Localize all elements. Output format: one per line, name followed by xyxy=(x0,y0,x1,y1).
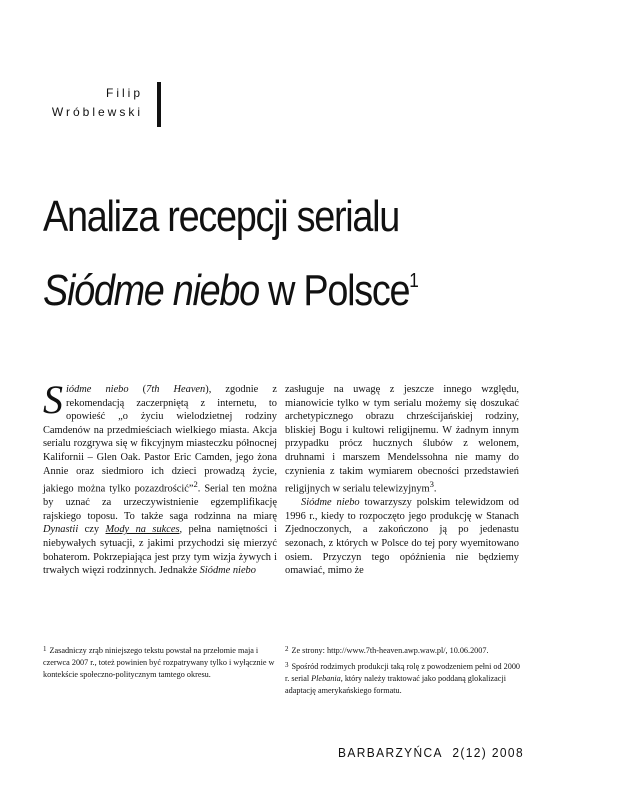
text-run: . Serial ten można by uznać za urzeczywistnienie egzemplifikację rajskiego toposu. To także saga rodzinna na miarę xyxy=(43,483,277,522)
text-run: iódme niebo xyxy=(66,384,129,395)
title-line-2-rest: w Polsce xyxy=(258,266,410,315)
paragraph xyxy=(285,383,519,496)
footnotes-left xyxy=(43,643,279,683)
title-line-1: Analiza recepcji serialu xyxy=(43,192,400,241)
journal-name: BARBARZYŃCA xyxy=(338,745,443,760)
footnote-text: Spośród rodzimych produkcji taką rolę z powodzeniem pełni od 2000 r. serial xyxy=(285,662,521,683)
footnote-text: Ze strony: http://www.7th-heaven.awp.waw.pl/, 10.06.2007. xyxy=(291,646,489,655)
footnotes-right xyxy=(285,643,521,699)
body-column-left xyxy=(43,377,278,578)
text-run: zasługuje na uwagę z jeszcze innego względu, mianowicie tylko w tym serialu możemy się doszukać archetypicznego obrazu chrześcijańskiej rodziny, bliskiej Bogu i kultowi religijnemu. W żadnym innym przypadku prócz hucznych ślubów z welonem, druhnami i marszem Mendelssohna nie mamy do czynienia z takim wymiarem obecności przedstawień religijnych w serialu telewizyjnym xyxy=(285,384,519,495)
title-series-name: Siódme niebo xyxy=(43,266,259,315)
footnote-ref: 3 xyxy=(429,479,434,490)
body-column-right xyxy=(285,383,519,578)
paragraph xyxy=(43,377,278,578)
text-run: ( xyxy=(128,384,147,395)
footnote-1 xyxy=(43,643,279,681)
footnote-text: Plebania xyxy=(311,674,341,683)
text-run: , pełna namiętności i niebywałych sytuacji, z jakimi przychodzi się mierzyć bohaterom. Pokrzepiająca jest przy tym wizja żywych i trwałych więzi rodzinnych. Jednakże xyxy=(43,524,277,577)
journal-issue: 2(12) 2008 xyxy=(452,745,524,760)
paragraph xyxy=(285,496,519,578)
text-run: towarzyszy polskim telewidzom od 1996 r., kiedy to rozpoczęto jego produkcję w Stanach Zjednoczonych, a zakończono ją po jedenastu sezonach, z których w Polsce do tej pory wyemitowano osiem. Przyczyn tego opóźnienia nie będziemy omawiać, mimo że xyxy=(285,497,519,577)
drop-cap: S xyxy=(43,377,63,422)
text-run: ), zgodnie z rekomendacją zaczerpniętą z internetu, to opowieść „o życiu wielodzietnej rodziny Camdenów na przedmieściach wielkiego miasta. Akcja serialu rozgrywa się w fikcyjnym miasteczku północnej Kalifornii – Glen Oak. Pastor Eric Camden, jego żona Annie oraz siedmioro ich dzieci prowadzą życie, jakiego można tylko pozazdrościć” xyxy=(43,384,278,495)
footnote-number: 3 xyxy=(285,661,289,669)
title-footnote-mark: 1 xyxy=(409,270,418,292)
text-run: 7th Heaven xyxy=(146,384,206,395)
text-run: czy xyxy=(78,524,106,536)
journal-footer xyxy=(338,745,524,760)
footnote-number: 1 xyxy=(43,645,47,653)
footnote-text: Zasadniczy zrąb niniejszego tekstu powstał na przełomie maja i czerwca 2007 r., toteż powinien być rozpatrywany tylko i wyłącznie w kontekście społeczno-politycznym tamtego okresu. xyxy=(43,646,275,679)
footnote-number: 2 xyxy=(285,645,289,653)
text-run: Siódme niebo xyxy=(301,497,360,509)
footnote-ref: 2 xyxy=(193,479,198,490)
author-first-name: Filip xyxy=(105,86,143,100)
footnote-3 xyxy=(285,659,521,697)
article-title xyxy=(43,185,418,323)
author-divider xyxy=(157,82,161,127)
text-run: Siódme niebo xyxy=(199,565,256,577)
author-name xyxy=(52,84,143,122)
text-run: Dynastii xyxy=(43,524,79,536)
author-last-name: Wróblewski xyxy=(51,105,143,119)
text-run: . xyxy=(433,483,437,495)
footnote-text: , który należy traktować jako poddaną glokalizacji adaptację amerykańskiego formatu. xyxy=(285,674,506,695)
text-run: Mody na sukces xyxy=(105,524,180,536)
footnote-2 xyxy=(285,643,521,657)
